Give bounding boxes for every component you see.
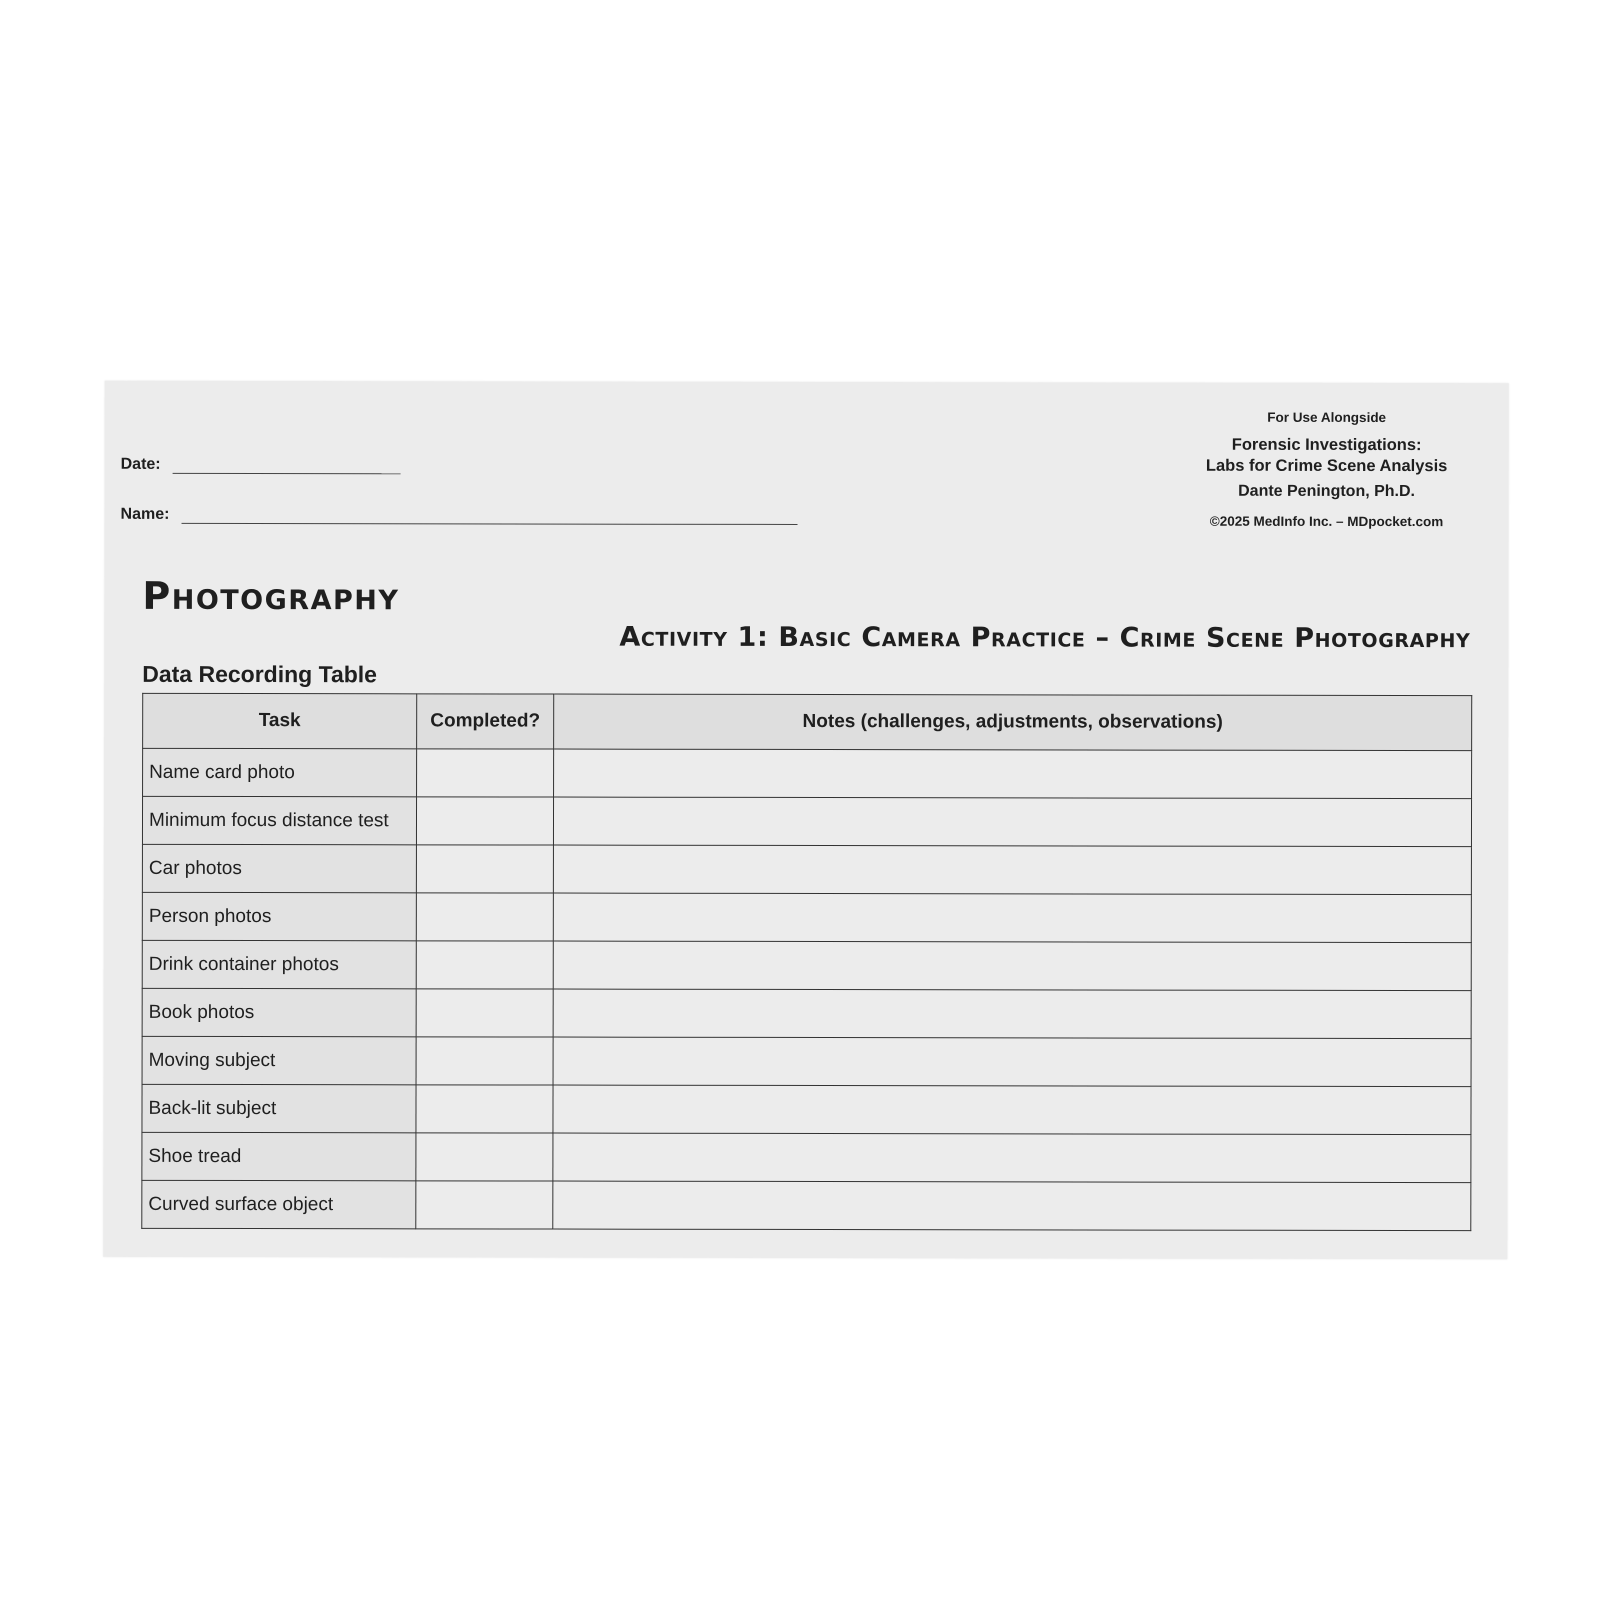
date-label: Date: [120,455,161,473]
task-cell: Drink container photos [142,940,416,988]
activity-title: Activity 1: Basic Camera Practice – Crime Scene Photography [619,621,1471,655]
task-cell: Moving subject [142,1036,416,1084]
completed-cell[interactable] [416,1181,553,1229]
date-blank-line[interactable] [173,462,401,474]
task-cell: Book photos [142,988,416,1036]
attribution-block [1177,410,1477,532]
book-author: Dante Penington, Ph.D. [1238,482,1416,501]
book-title-line1: Forensic Investigations: [1231,435,1422,454]
table-caption: Data Recording Table [142,660,378,688]
notes-cell[interactable] [553,1181,1471,1231]
name-field[interactable] [121,506,798,525]
notes-cell[interactable] [553,1085,1471,1135]
completed-cell[interactable] [417,749,554,797]
name-label: Name: [120,505,170,523]
table-row [142,1180,1471,1230]
notes-cell[interactable] [553,941,1471,991]
data-recording-table [141,693,1472,1231]
completed-cell[interactable] [416,989,553,1037]
task-cell: Car photos [142,844,416,892]
notes-cell[interactable] [553,845,1471,895]
task-cell: Minimum focus distance test [142,796,416,844]
completed-cell[interactable] [416,893,553,941]
table-header-row [143,693,1472,750]
notes-cell[interactable] [553,1037,1471,1087]
name-blank-line[interactable] [181,512,797,525]
completed-cell[interactable] [416,797,553,845]
table-row [143,748,1472,798]
completed-cell[interactable] [416,1133,553,1181]
table-row [142,1132,1471,1182]
attribution-intro: For Use Alongside [1267,409,1387,426]
copyright-notice: ©2025 MedInfo Inc. – MDpocket.com [1209,513,1444,530]
notes-cell[interactable] [553,1133,1471,1183]
completed-cell[interactable] [416,1085,553,1133]
notes-cell[interactable] [553,893,1471,943]
table-row [142,940,1471,990]
notes-cell[interactable] [554,749,1472,799]
task-cell: Curved surface object [142,1180,416,1228]
table-row [142,1036,1471,1086]
column-header-task: Task [143,693,417,748]
task-cell: Name card photo [143,748,417,796]
completed-cell[interactable] [416,845,553,893]
notes-cell[interactable] [553,797,1471,847]
task-cell: Person photos [142,892,416,940]
column-header-notes: Notes (challenges, adjustments, observations) [554,694,1472,751]
table-row [142,988,1471,1038]
section-title: Photography [142,573,400,619]
task-cell: Shoe tread [142,1132,416,1180]
book-title-line2: Labs for Crime Scene Analysis [1205,456,1448,475]
table-row [142,1084,1471,1134]
notes-cell[interactable] [553,989,1471,1039]
date-field[interactable] [121,456,401,474]
completed-cell[interactable] [416,941,553,989]
task-cell: Back-lit subject [142,1084,416,1132]
worksheet-page [103,381,1509,1259]
column-header-completed: Completed? [417,694,554,749]
table-row [142,844,1471,894]
table-row [142,796,1471,846]
completed-cell[interactable] [416,1037,553,1085]
table-row [142,892,1471,942]
